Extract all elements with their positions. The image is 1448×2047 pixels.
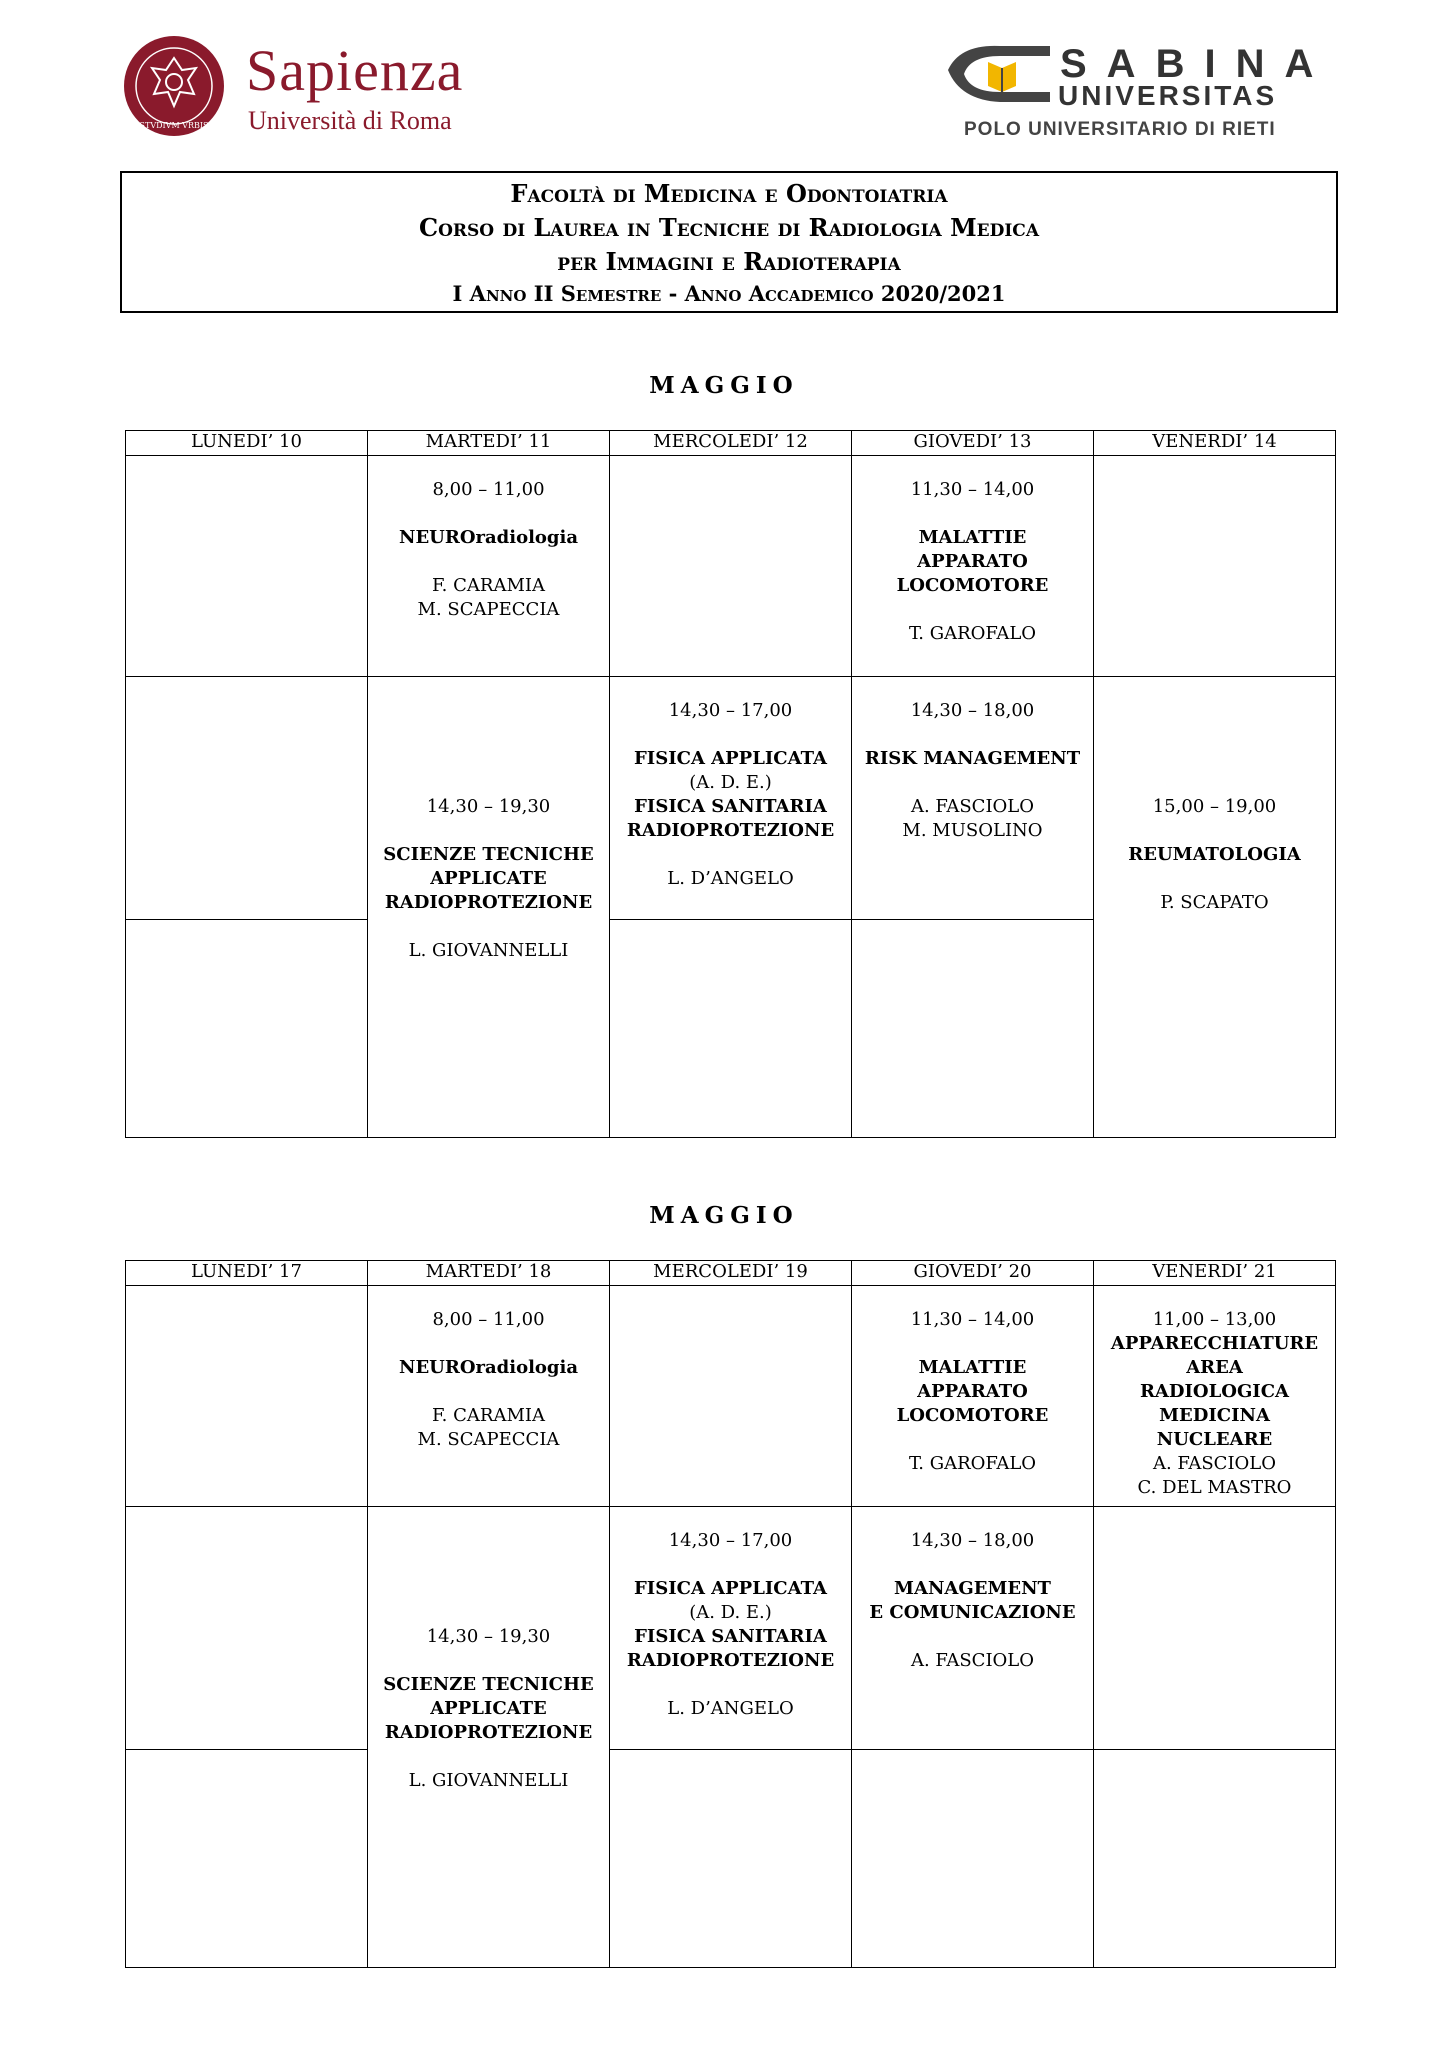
morning-cell (852, 456, 1094, 677)
course-name: MALATTIE (918, 1357, 1027, 1378)
course-name: FISICA SANITARIA (634, 796, 827, 817)
course-name: APPARECCHIATURE (1110, 1333, 1319, 1354)
afternoon-cell (852, 677, 1094, 1138)
lesson-slot (852, 699, 1093, 843)
schedule-table-1 (125, 430, 1336, 1138)
cell-divider (126, 919, 367, 920)
day-header: MERCOLEDI’ 12 (610, 431, 852, 456)
course-name: FISICA APPLICATA (634, 1578, 827, 1599)
lesson-time: 14,30 – 19,30 (426, 1626, 551, 1647)
lesson-time: 8,00 – 11,00 (432, 1309, 545, 1330)
professor-name: M. SCAPECCIA (417, 599, 560, 620)
lesson-time: 14,30 – 18,00 (910, 700, 1035, 721)
lesson-time: 11,30 – 14,00 (910, 479, 1035, 500)
lesson-time: 15,00 – 19,00 (1152, 796, 1277, 817)
day-header: VENERDI’ 14 (1094, 431, 1336, 456)
header-faculty: Facoltà di Medicina e Odontoiatria (510, 179, 948, 208)
afternoon-cell (1094, 1507, 1336, 1968)
lesson-time: 14,30 – 17,00 (668, 700, 793, 721)
header-course-cont: per Immagini e Radioterapia (557, 247, 901, 276)
sapienza-seal-icon (122, 34, 226, 138)
month-title-1: MAGGIO (649, 372, 799, 399)
professor-name: L. D’ANGELO (667, 1698, 794, 1719)
lesson-slot (1094, 795, 1335, 915)
course-name: FISICA APPLICATA (634, 748, 827, 769)
course-name: RISK MANAGEMENT (864, 748, 1081, 769)
schedule-table-2 (125, 1260, 1336, 1968)
course-note: (A. D. E.) (689, 772, 772, 793)
lesson-time: 14,30 – 17,00 (668, 1530, 793, 1551)
morning-cell (368, 456, 610, 677)
lesson-slot (1094, 1308, 1335, 1500)
cell-divider (852, 919, 1093, 920)
lesson-time: 8,00 – 11,00 (432, 479, 545, 500)
morning-cell (852, 1286, 1094, 1507)
course-name: NEUROradiologia (398, 1357, 578, 1378)
cell-divider (126, 1749, 367, 1750)
lesson-time: 11,30 – 14,00 (910, 1309, 1035, 1330)
morning-cell (610, 456, 852, 677)
cell-divider (610, 1749, 851, 1750)
morning-cell (1094, 1286, 1336, 1507)
professor-name: L. D’ANGELO (667, 868, 794, 889)
afternoon-cell (1094, 677, 1336, 1138)
header-year: I Anno II Semestre - Anno Accademico 2020/2021 (452, 281, 1006, 306)
course-name: APPARATO (917, 551, 1028, 572)
cell-divider (1094, 1749, 1335, 1750)
course-name: RADIOPROTEZIONE (626, 820, 835, 841)
sabina-name: SABINA (1060, 42, 1334, 86)
sabina-book-icon (940, 40, 1060, 120)
afternoon-cell (610, 1507, 852, 1968)
day-header: MARTEDI’ 11 (368, 431, 610, 456)
course-name: NEUROradiologia (398, 527, 578, 548)
lesson-time: 11,00 – 13,00 (1152, 1309, 1277, 1330)
professor-name: T. GAROFALO (908, 623, 1037, 644)
lesson-slot (368, 478, 609, 622)
professor-name: A. FASCIOLO (1152, 1453, 1277, 1474)
course-name: APPLICATE (430, 1698, 547, 1719)
afternoon-cell (610, 677, 852, 1138)
afternoon-cell (126, 677, 368, 1138)
course-name: RADIOPROTEZIONE (626, 1650, 835, 1671)
header-course: Corso di Laurea in Tecniche di Radiologia Medica (418, 213, 1040, 242)
course-name: MANAGEMENT (894, 1578, 1051, 1599)
professor-name: M. SCAPECCIA (417, 1429, 560, 1450)
course-name: REUMATOLOGIA (1128, 844, 1301, 865)
lesson-slot (610, 1529, 851, 1721)
month-title-2: MAGGIO (649, 1202, 799, 1229)
lesson-slot (852, 1308, 1093, 1476)
morning-cell (126, 456, 368, 677)
professor-name: L. GIOVANNELLI (408, 1770, 569, 1791)
lesson-slot (610, 699, 851, 891)
course-name: AREA (1186, 1357, 1243, 1378)
morning-cell (126, 1286, 368, 1507)
morning-cell (368, 1286, 610, 1507)
lesson-slot (368, 795, 609, 963)
lesson-slot (368, 1625, 609, 1793)
lesson-slot (368, 1308, 609, 1452)
professor-name: M. MUSOLINO (902, 820, 1043, 841)
course-note: (A. D. E.) (689, 1602, 772, 1623)
course-name: LOCOMOTORE (896, 1405, 1049, 1426)
lesson-time: 14,30 – 19,30 (426, 796, 551, 817)
course-name: MEDICINA (1159, 1405, 1270, 1426)
afternoon-cell (852, 1507, 1094, 1968)
cell-divider (852, 1749, 1093, 1750)
day-header: LUNEDI’ 17 (126, 1261, 368, 1286)
sapienza-subtitle: Università di Roma (248, 106, 452, 135)
morning-cell (1094, 456, 1336, 677)
professor-name: A. FASCIOLO (910, 796, 1035, 817)
day-header: VENERDI’ 21 (1094, 1261, 1336, 1286)
professor-name: C. DEL MASTRO (1137, 1477, 1292, 1498)
professor-name: L. GIOVANNELLI (408, 940, 569, 961)
day-header: LUNEDI’ 10 (126, 431, 368, 456)
svg-text:STVDIVM VRBIS: STVDIVM VRBIS (139, 121, 209, 130)
course-name: SCIENZE TECNICHE (383, 1674, 594, 1695)
lesson-slot (852, 1529, 1093, 1673)
day-header: MARTEDI’ 18 (368, 1261, 610, 1286)
course-name: SCIENZE TECNICHE (383, 844, 594, 865)
morning-cell (610, 1286, 852, 1507)
course-name: APPLICATE (430, 868, 547, 889)
professor-name: A. FASCIOLO (910, 1650, 1035, 1671)
course-name: MALATTIE (918, 527, 1027, 548)
professor-name: F. CARAMIA (432, 575, 545, 596)
course-name: RADIOPROTEZIONE (384, 892, 593, 913)
professor-name: F. CARAMIA (432, 1405, 545, 1426)
course-name: FISICA SANITARIA (634, 1626, 827, 1647)
day-header: GIOVEDI’ 20 (852, 1261, 1094, 1286)
course-name: RADIOLOGICA (1139, 1381, 1290, 1402)
day-header: MERCOLEDI’ 19 (610, 1261, 852, 1286)
sabina-subtitle: UNIVERSITAS (1058, 80, 1278, 111)
cell-divider (610, 919, 851, 920)
course-name: APPARATO (917, 1381, 1028, 1402)
day-header: GIOVEDI’ 13 (852, 431, 1094, 456)
professor-name: T. GAROFALO (908, 1453, 1037, 1474)
sapienza-logo (122, 34, 522, 144)
professor-name: P. SCAPATO (1160, 892, 1269, 913)
sabina-polo: POLO UNIVERSITARIO DI RIETI (964, 119, 1276, 140)
afternoon-cell (368, 677, 610, 1138)
lesson-slot (852, 478, 1093, 646)
sabina-logo (940, 40, 1334, 150)
afternoon-cell (368, 1507, 610, 1968)
header-box (120, 171, 1338, 313)
course-name: E COMUNICAZIONE (869, 1602, 1076, 1623)
course-name: RADIOPROTEZIONE (384, 1722, 593, 1743)
course-name: LOCOMOTORE (896, 575, 1049, 596)
sapienza-name: Sapienza (246, 38, 464, 103)
afternoon-cell (126, 1507, 368, 1968)
course-name: NUCLEARE (1156, 1429, 1273, 1450)
lesson-time: 14,30 – 18,00 (910, 1530, 1035, 1551)
